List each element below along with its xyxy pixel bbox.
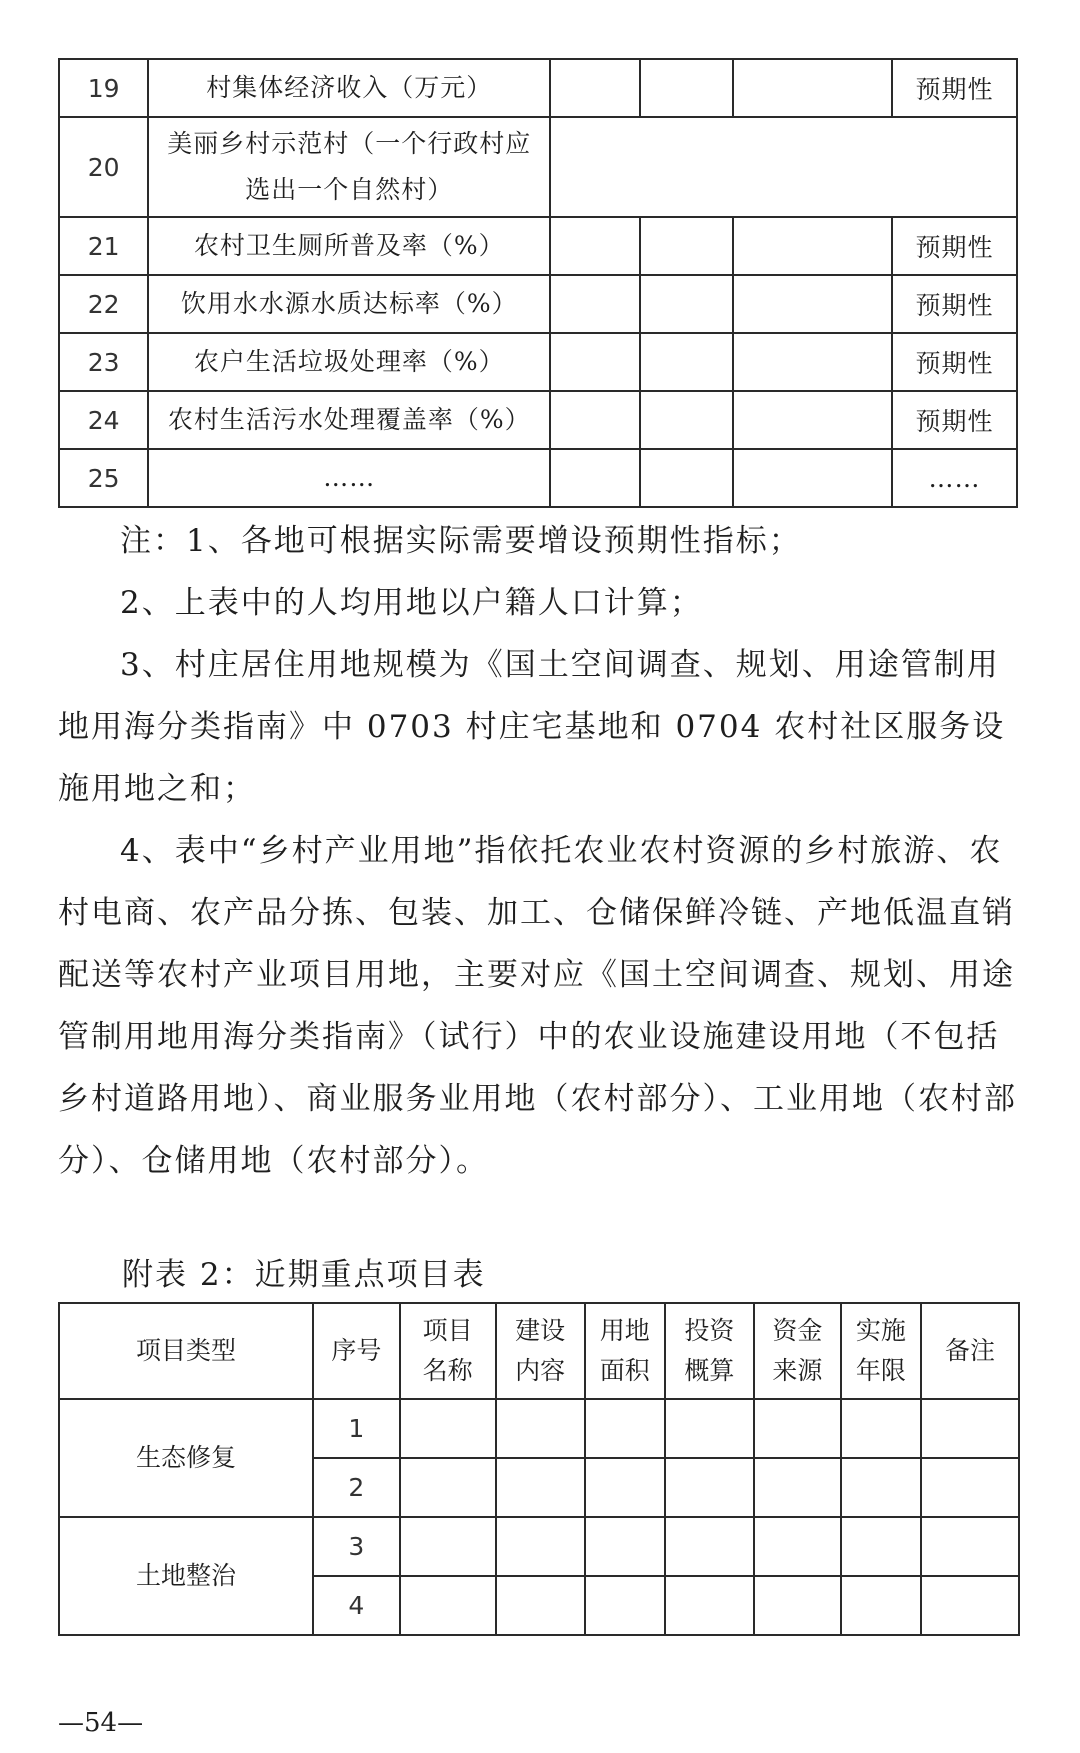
table-row (59, 59, 1017, 117)
empty-cell (733, 275, 892, 333)
table-notes (58, 510, 1020, 1192)
table-row (59, 275, 1017, 333)
empty-cell (754, 1576, 841, 1635)
row-number: 1 (313, 1399, 400, 1458)
column-header-line: 年限 (855, 1356, 906, 1385)
indicator-name-line: 农村卫生厕所普及率（%） (193, 231, 505, 260)
indicator-name (148, 333, 550, 391)
empty-cell (585, 1399, 665, 1458)
empty-cell (733, 59, 892, 117)
row-number: 2 (313, 1458, 400, 1517)
empty-cell (496, 1458, 585, 1517)
column-header-line: 建设 (515, 1316, 566, 1345)
column-header-line: 项目类型 (135, 1336, 236, 1365)
project-type: 土地整治 (59, 1517, 313, 1635)
empty-cell (841, 1576, 921, 1635)
indicator-name (148, 117, 550, 217)
table-row (59, 333, 1017, 391)
merged-empty-cell (550, 117, 1017, 217)
project-table-caption: 附表 2：近期重点项目表 (122, 1257, 486, 1293)
column-header (754, 1303, 841, 1399)
column-header (841, 1303, 921, 1399)
indicator-name-line: 农村生活污水处理覆盖率（%） (167, 405, 531, 434)
indicator-attribute: 预期性 (892, 59, 1017, 117)
table-row (59, 1517, 1019, 1576)
empty-cell (585, 1576, 665, 1635)
column-header-line: 名称 (422, 1356, 473, 1385)
empty-cell (640, 449, 734, 507)
indicator-name-line: …… (323, 463, 376, 492)
empty-cell (550, 275, 639, 333)
column-header (585, 1303, 665, 1399)
empty-cell (733, 333, 892, 391)
column-header (400, 1303, 496, 1399)
indicator-attribute: …… (892, 449, 1017, 507)
indicator-name (148, 449, 550, 507)
empty-cell (640, 217, 734, 275)
column-header (665, 1303, 754, 1399)
column-header-line: 备注 (944, 1336, 995, 1365)
empty-cell (665, 1517, 754, 1576)
empty-cell (550, 217, 639, 275)
table-row (59, 391, 1017, 449)
row-number: 3 (313, 1517, 400, 1576)
empty-cell (754, 1517, 841, 1576)
empty-cell (665, 1576, 754, 1635)
row-number: 20 (59, 117, 148, 217)
empty-cell (841, 1458, 921, 1517)
table-row (59, 117, 1017, 217)
empty-cell (550, 449, 639, 507)
indicator-name (148, 275, 550, 333)
column-header-line: 实施 (855, 1316, 906, 1345)
indicator-attribute: 预期性 (892, 391, 1017, 449)
empty-cell (400, 1458, 496, 1517)
project-type: 生态修复 (59, 1399, 313, 1517)
column-header (313, 1303, 400, 1399)
column-header-line: 项目 (422, 1316, 473, 1345)
indicator-table (58, 58, 1018, 508)
column-header (921, 1303, 1019, 1399)
empty-cell (921, 1399, 1019, 1458)
row-number: 22 (59, 275, 148, 333)
column-header-line: 面积 (599, 1356, 650, 1385)
empty-cell (640, 59, 734, 117)
row-number: 24 (59, 391, 148, 449)
row-number: 23 (59, 333, 148, 391)
column-header-line: 投资 (684, 1316, 735, 1345)
empty-cell (921, 1458, 1019, 1517)
empty-cell (496, 1517, 585, 1576)
empty-cell (733, 449, 892, 507)
table-row (59, 217, 1017, 275)
empty-cell (665, 1399, 754, 1458)
empty-cell (841, 1517, 921, 1576)
indicator-name-line: 美丽乡村示范村（一个行政村应 (167, 129, 532, 158)
table-row (59, 449, 1017, 507)
empty-cell (640, 333, 734, 391)
page-number: —54— (58, 1708, 144, 1738)
empty-cell (754, 1399, 841, 1458)
indicator-name-line: 饮用水水源水质达标率（%） (180, 289, 518, 318)
column-header-line: 用地 (599, 1316, 650, 1345)
column-header-line: 内容 (515, 1356, 566, 1385)
empty-cell (585, 1458, 665, 1517)
column-header-line: 来源 (772, 1356, 823, 1385)
note-4: 4、表中“乡村产业用地”指依托农业农村资源的乡村旅游、农村电商、农产品分拣、包装、加工、仓储保鲜冷链、产地低温直销配送等农村产业项目用地，主要对应《国土空间调查、规划、用途管制用地用海分类指南》（试行）中的农业设施建设用地（不包括乡村道路用地）、商业服务业用地（农村部分）、工业用地（农村部分）、仓储用地（农村部分）。 (58, 833, 1017, 1179)
empty-cell (400, 1576, 496, 1635)
project-table (58, 1302, 1020, 1636)
header-row (59, 1303, 1019, 1399)
column-header (496, 1303, 585, 1399)
row-number: 25 (59, 449, 148, 507)
empty-cell (496, 1399, 585, 1458)
empty-cell (665, 1458, 754, 1517)
indicator-name-line: 选出一个自然村） (245, 175, 454, 204)
note-1: 注：1、各地可根据实际需要增设预期性指标； (120, 523, 802, 559)
empty-cell (496, 1576, 585, 1635)
empty-cell (921, 1517, 1019, 1576)
note-3: 3、村庄居住用地规模为《国土空间调查、规划、用途管制用地用海分类指南》中 0703 村庄宅基地和 0704 农村社区服务设施用地之和； (58, 647, 1006, 807)
empty-cell (400, 1517, 496, 1576)
empty-cell (640, 275, 734, 333)
row-number: 4 (313, 1576, 400, 1635)
indicator-name-line: 农户生活垃圾处理率（%） (193, 347, 505, 376)
empty-cell (585, 1517, 665, 1576)
empty-cell (754, 1458, 841, 1517)
empty-cell (550, 391, 639, 449)
indicator-name-line: 村集体经济收入（万元） (206, 73, 493, 102)
row-number: 21 (59, 217, 148, 275)
empty-cell (841, 1399, 921, 1458)
indicator-name (148, 217, 550, 275)
column-header (59, 1303, 313, 1399)
empty-cell (640, 391, 734, 449)
indicator-name (148, 391, 550, 449)
column-header-line: 资金 (772, 1316, 823, 1345)
empty-cell (733, 217, 892, 275)
empty-cell (400, 1399, 496, 1458)
indicator-name (148, 59, 550, 117)
indicator-attribute: 预期性 (892, 333, 1017, 391)
column-header-line: 概算 (684, 1356, 735, 1385)
indicator-attribute: 预期性 (892, 217, 1017, 275)
empty-cell (550, 333, 639, 391)
empty-cell (550, 59, 639, 117)
empty-cell (921, 1576, 1019, 1635)
empty-cell (733, 391, 892, 449)
indicator-attribute: 预期性 (892, 275, 1017, 333)
table-row (59, 1399, 1019, 1458)
row-number: 19 (59, 59, 148, 117)
column-header-line: 序号 (331, 1336, 382, 1365)
note-2: 2、上表中的人均用地以户籍人口计算； (120, 585, 703, 621)
